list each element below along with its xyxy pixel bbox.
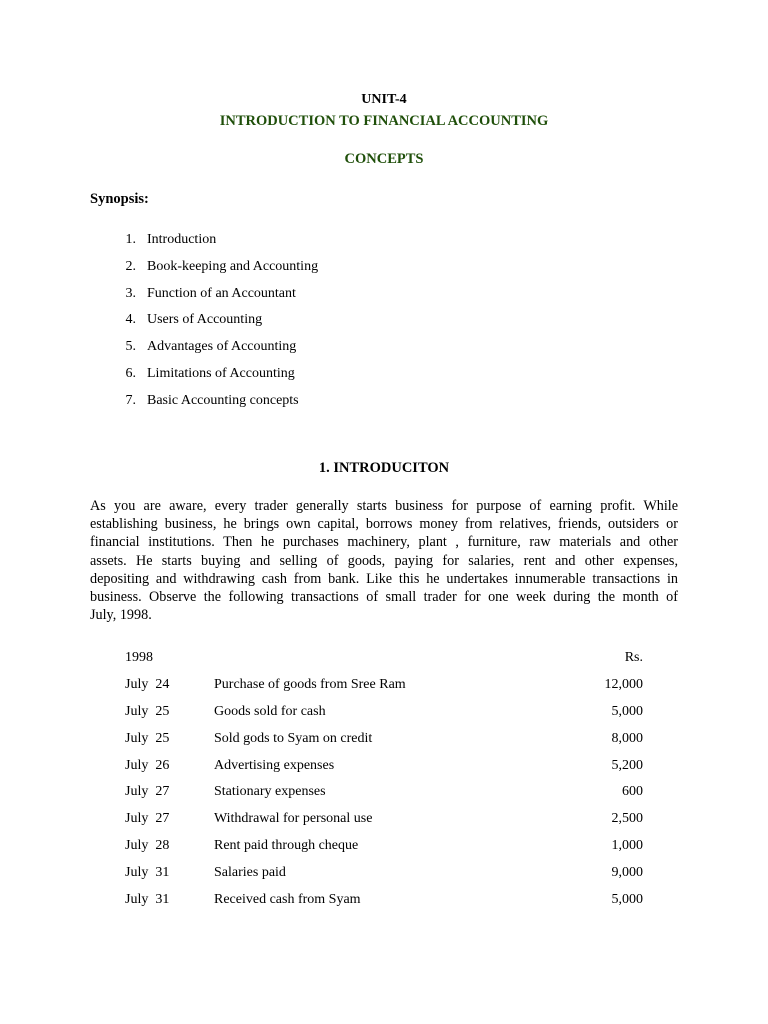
table-row — [125, 704, 643, 731]
description-cell: Salaries paid — [214, 865, 286, 881]
date-cell — [125, 758, 169, 774]
description-cell: Purchase of goods from Sree Ram — [214, 676, 406, 692]
amount-cell: 12,000 — [604, 676, 643, 692]
table-body — [125, 677, 643, 919]
month-cell: July — [125, 784, 149, 800]
month-cell: July — [125, 892, 149, 908]
day-cell: 24 — [155, 676, 170, 692]
page-title: INTRODUCTION TO FINANCIAL ACCOUNTING — [219, 113, 549, 129]
month-cell: July — [125, 757, 149, 773]
paragraph-line: depositing and withdrawing cash from bank. Like this he undertakes innumerable transactions in — [90, 570, 678, 587]
list-item-number: 4. — [125, 312, 136, 328]
list-item-number: 2. — [125, 258, 136, 274]
paragraph-line: financial institutions. Then he purchases machinery, plant , furniture, raw materials and other — [90, 534, 678, 551]
list-item-label: Introduction — [147, 232, 217, 247]
table-row — [125, 677, 643, 704]
list-item-label: Book-keeping and Accounting — [147, 258, 319, 274]
paragraph-line: As you are aware, every trader generally starts business for purpose of earning profit. While — [90, 498, 678, 514]
paragraph-line: business. Observe the following transactions of small trader for one week during the month of — [90, 589, 678, 606]
table-row — [125, 865, 643, 892]
synopsis-list — [90, 232, 318, 420]
description-cell: Rent paid through cheque — [214, 838, 359, 854]
day-cell: 31 — [155, 865, 170, 881]
day-cell: 25 — [155, 730, 170, 746]
table-row — [125, 811, 643, 838]
transactions-table — [125, 650, 643, 919]
day-cell: 28 — [155, 838, 170, 854]
table-row — [125, 784, 643, 811]
description-cell: Advertising expenses — [214, 757, 335, 773]
day-cell: 26 — [155, 757, 170, 773]
table-row — [125, 731, 643, 758]
currency-header: Rs. — [624, 650, 643, 665]
date-cell — [125, 677, 169, 693]
list-item-label: Function of an Accountant — [147, 285, 296, 301]
table-row — [125, 838, 643, 865]
list-item-label: Advantages of Accounting — [147, 339, 297, 355]
list-item-label: Users of Accounting — [147, 312, 263, 328]
paragraph-line: establishing business, he brings own capital, borrows money from relatives, friends, outsiders or — [90, 516, 678, 533]
intro-paragraph — [90, 497, 678, 624]
description-cell: Withdrawal for personal use — [214, 811, 373, 827]
amount-cell: 5,000 — [611, 892, 643, 908]
amount-cell: 9,000 — [611, 865, 643, 881]
list-item-number: 7. — [125, 392, 136, 408]
date-cell — [125, 704, 169, 720]
list-item — [90, 286, 318, 313]
month-cell: July — [125, 865, 149, 881]
list-item — [90, 259, 318, 286]
description-cell: Goods sold for cash — [214, 703, 326, 719]
list-item-number: 1. — [125, 232, 136, 247]
date-cell — [125, 838, 169, 854]
description-cell: Stationary expenses — [214, 784, 326, 800]
list-item — [90, 312, 318, 339]
section-heading: 1. INTRODUCITON — [318, 460, 450, 476]
amount-cell: 5,200 — [611, 757, 643, 773]
list-item-label: Limitations of Accounting — [147, 365, 295, 381]
month-cell: July — [125, 676, 149, 692]
list-item — [90, 339, 318, 366]
list-item — [90, 366, 318, 393]
date-cell — [125, 784, 169, 800]
month-cell: July — [125, 730, 149, 746]
amount-cell: 2,500 — [611, 811, 643, 827]
date-cell — [125, 892, 169, 908]
amount-cell: 600 — [622, 784, 643, 800]
list-item-number: 5. — [125, 339, 136, 355]
paragraph-line: assets. He starts buying and selling of goods, paying for salaries, rent and other expenses, — [90, 552, 678, 569]
table-row — [125, 758, 643, 785]
page-subtitle: CONCEPTS — [344, 151, 424, 167]
description-cell: Received cash from Syam — [214, 892, 361, 908]
date-cell — [125, 811, 169, 827]
day-cell: 27 — [155, 811, 170, 827]
year-header: 1998 — [125, 650, 153, 665]
unit-label: UNIT-4 — [361, 92, 407, 107]
list-item-number: 3. — [125, 285, 136, 301]
day-cell: 31 — [155, 892, 170, 908]
day-cell: 25 — [155, 703, 170, 719]
list-item — [90, 232, 318, 259]
list-item-number: 6. — [125, 365, 136, 381]
day-cell: 27 — [155, 784, 170, 800]
date-cell — [125, 731, 169, 747]
table-header — [125, 650, 643, 677]
amount-cell: 1,000 — [611, 838, 643, 854]
month-cell: July — [125, 838, 149, 854]
month-cell: July — [125, 811, 149, 827]
amount-cell: 8,000 — [611, 730, 643, 746]
description-cell: Sold gods to Syam on credit — [214, 730, 373, 746]
amount-cell: 5,000 — [611, 703, 643, 719]
synopsis-heading: Synopsis: — [90, 191, 149, 207]
date-cell — [125, 865, 169, 881]
list-item — [90, 393, 318, 420]
paragraph-line: July, 1998. — [90, 607, 152, 624]
table-row — [125, 892, 643, 919]
list-item-label: Basic Accounting concepts — [147, 392, 299, 408]
month-cell: July — [125, 703, 149, 719]
